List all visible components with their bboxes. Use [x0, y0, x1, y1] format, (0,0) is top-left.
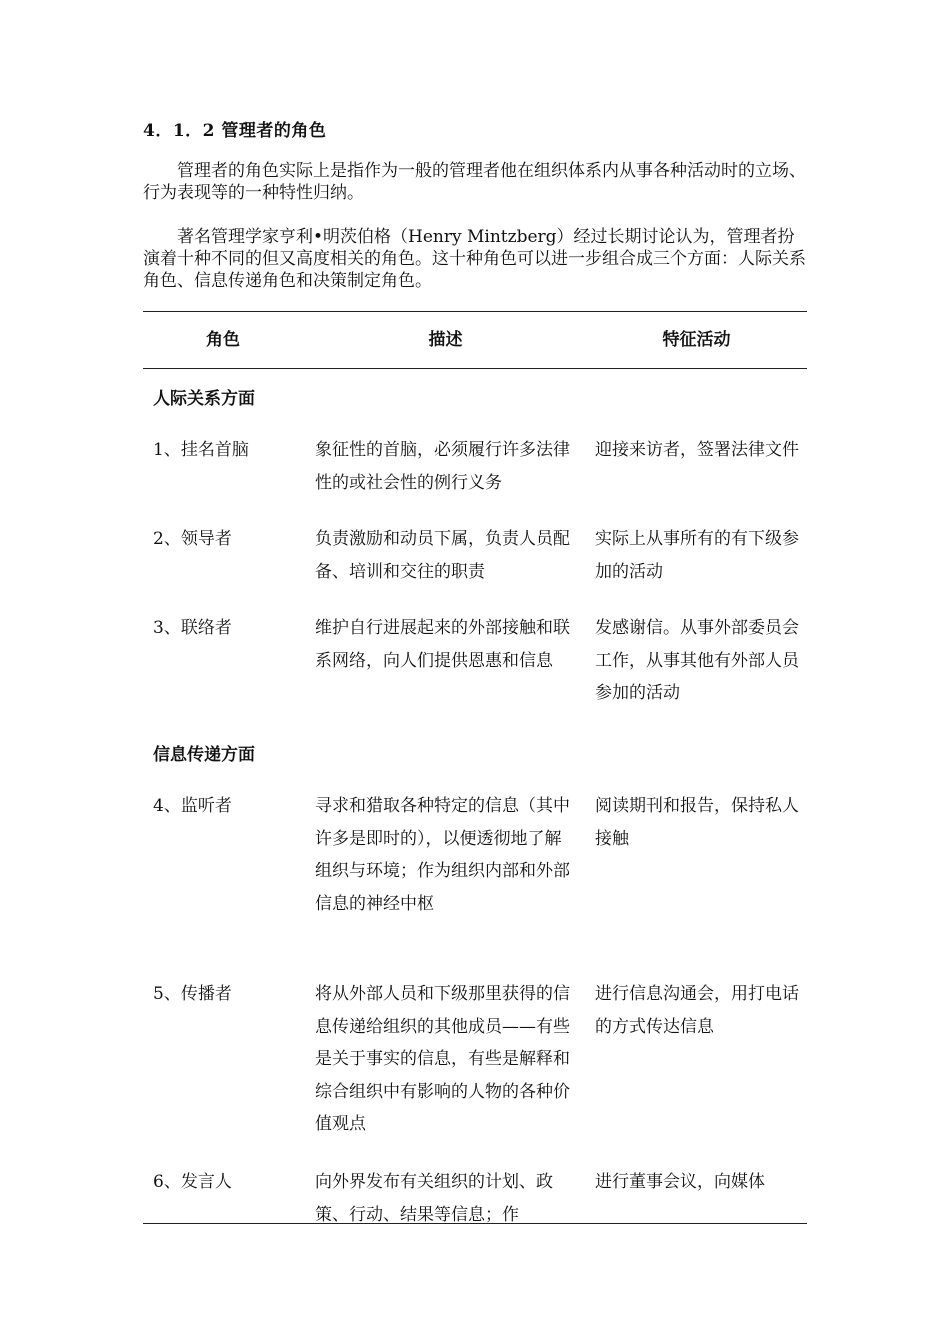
table-cell-role: 4、监听者	[153, 796, 232, 816]
table-cell-description: 将从外部人员和下级那里获得的信息传递给组织的其他成员——有些是关于事实的信息，有些是解释和综合组织中有影响的人物的各种价值观点	[315, 984, 570, 1134]
table-cell-role: 3、联络者	[153, 618, 232, 638]
table-cell-role: 5、传播者	[153, 984, 232, 1004]
table-cell-description: 象征性的首脑，必须履行许多法律性的或社会性的例行义务	[315, 440, 570, 493]
column-header-activity: 特征活动	[662, 330, 731, 350]
table-cell-description: 维护自行进展起来的外部接触和联系网络，向人们提供恩惠和信息	[315, 618, 570, 671]
table-top-rule	[143, 311, 807, 312]
table-cell-activity: 阅读期刊和报告，保持私人接触	[595, 796, 799, 849]
section-heading: 4．1．2 管理者的角色	[143, 121, 327, 141]
table-body-clip	[143, 368, 807, 1223]
section-title-interpersonal: 人际关系方面	[153, 389, 255, 409]
section-title-informational: 信息传递方面	[153, 745, 255, 765]
table-cell-activity: 进行信息沟通会，用打电话的方式传达信息	[595, 984, 799, 1037]
table-cell-description: 寻求和猎取各种特定的信息（其中许多是即时的），以便透彻地了解组织与环境；作为组织内部和外部信息的神经中枢	[315, 796, 570, 914]
table-cell-role: 6、发言人	[153, 1172, 232, 1192]
table-cell-role: 2、领导者	[153, 529, 232, 549]
table-cell-description: 向外界发布有关组织的计划、政策、行动、结果等信息；作	[315, 1172, 553, 1223]
table-cell-activity: 迎接来访者，签署法律文件	[595, 440, 799, 460]
intro-paragraph: 管理者的角色实际上是指作为一般的管理者他在组织体系内从事各种活动时的立场、行为表现等的一种特性归纳。	[143, 161, 806, 203]
column-header-description: 描述	[428, 330, 463, 350]
table-bottom-rule	[143, 1223, 807, 1224]
table-cell-activity: 实际上从事所有的有下级参加的活动	[595, 529, 799, 582]
table-cell-description: 负责激励和动员下属，负责人员配备、培训和交往的职责	[315, 529, 570, 582]
table-cell-activity: 发感谢信。从事外部委员会工作，从事其他有外部人员参加的活动	[595, 618, 799, 703]
column-header-role: 角色	[206, 330, 240, 350]
table-cell-activity: 进行董事会议，向媒体	[595, 1172, 765, 1192]
mintzberg-paragraph: 著名管理学家亨利•明茨伯格（Henry Mintzberg）经过长期讨论认为，管理者扮演着十种不同的但又高度相关的角色。这十种角色可以进一步组合成三个方面：人际关系角色、信息传递角色和决策制定角色。	[143, 227, 806, 291]
table-cell-role: 1、挂名首脑	[153, 440, 249, 460]
